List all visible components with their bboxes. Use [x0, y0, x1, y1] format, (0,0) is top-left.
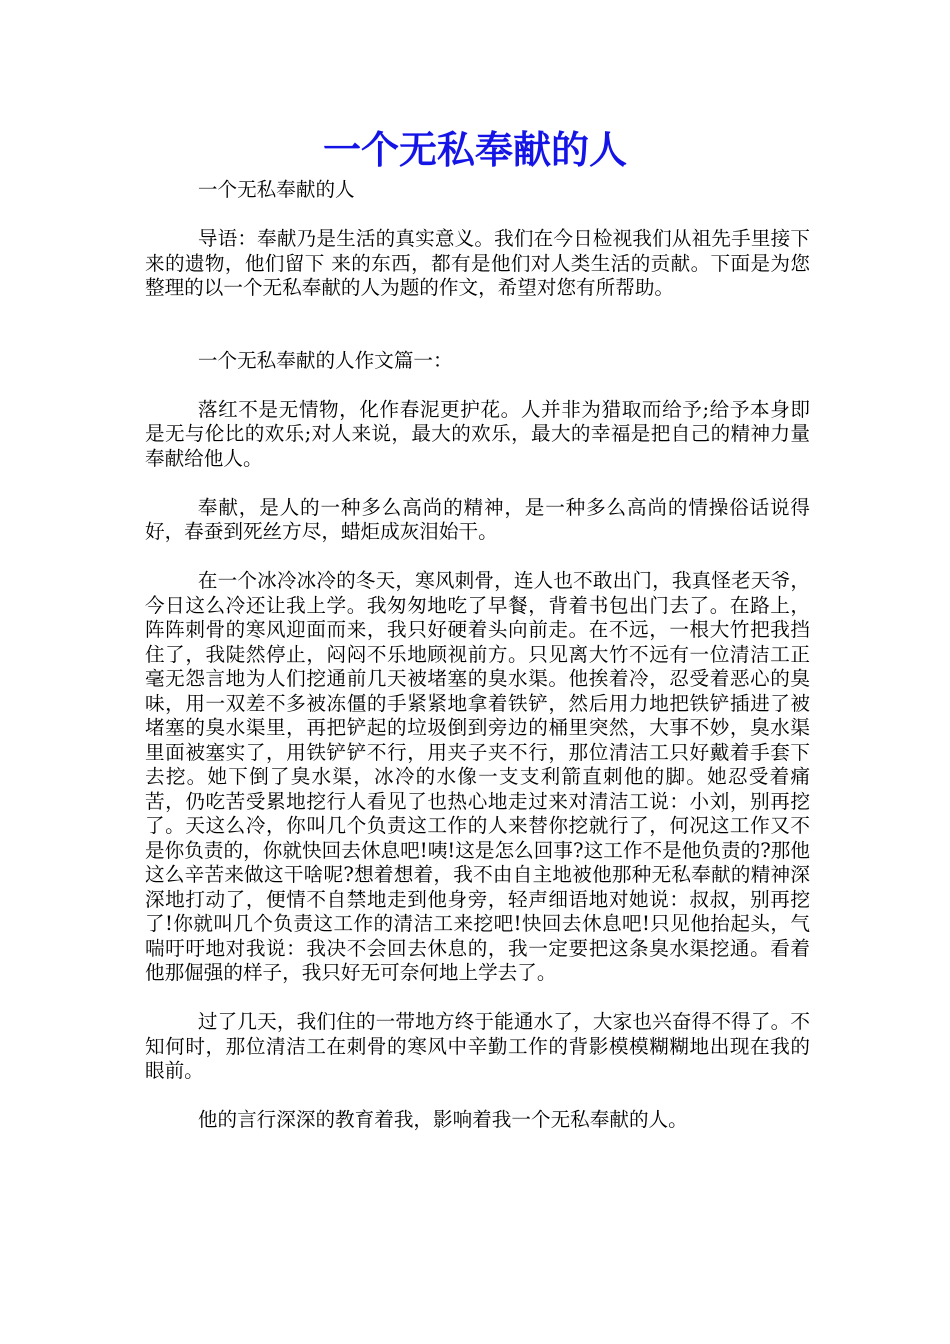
- paragraph: 落红不是无情物，化作春泥更护花。人并非为猎取而给予;给予本身即是无与伦比的欢乐;对人来说，最大的欢乐，最大的幸福是把自己的精神力量奉献给他人。: [145, 397, 810, 470]
- paragraph: 他的言行深深的教育着我，影响着我一个无私奉献的人。: [197, 1108, 688, 1131]
- subtitle: 一个无私奉献的人: [197, 178, 355, 201]
- document-title: 一个无私奉献的人: [322, 127, 627, 172]
- paragraph: 奉献，是人的一种多么高尚的精神，是一种多么高尚的情操俗话说得好，春蚕到死丝方尽，蜡炬成灰泪始干。: [145, 495, 810, 543]
- document-body: [145, 178, 810, 1133]
- paragraph: 过了几天，我们住的一带地方终于能通水了，大家也兴奋得不得了。不知何时，那位清洁工在刺骨的寒风中辛勤工作的背影模模糊糊地出现在我的眼前。: [145, 1010, 810, 1082]
- section-heading: 一个无私奉献的人作文篇一：: [197, 348, 453, 372]
- intro-paragraph: 导语：奉献乃是生活的真实意义。我们在今日检视我们从祖先手里接下来的遗物，他们留下 来的东西，都有是他们对人类生活的贡献。下面是为您整理的以一个无私奉献的人为题的作文，希望对您有所帮助。: [145, 227, 810, 299]
- paragraph: 在一个冰冷冰冷的冬天，寒风刺骨，连人也不敢出门，我真怪老天爷，今日这么冷还让我上学。我匆匆地吃了早餐，背着书包出门去了。在路上，阵阵刺骨的寒风迎面而来，我只好硬着头向前走。在不远，一根大竹把我挡住了，我陡然停止，闷闷不乐地顾视前方。只见离大竹不远有一位清洁工正毫无怨言地为人们挖通前几天被堵塞的臭水渠。他挨着冷，忍受着恶心的臭味，用一双差不多被冻僵的手紧紧地拿着铁铲，然后用力地把铁铲插进了被堵塞的臭水渠里，再把铲起的垃圾倒到旁边的桶里突然，大事不妙，臭水渠里面被塞实了，用铁铲铲不行，用夹子夹不行，那位清洁工只好戴着手套下去挖。她下倒了臭水渠，冰冷的水像一支支利箭直刺他的脚。她忍受着痛苦，仍吃苦受累地挖行人看见了也热心地走过来对清洁工说：小刘，别再挖了。天这么冷，你叫几个负责这工作的人来替你挖就行了，何况这工作又不是你负责的，你就快回去休息吧!咦!这是怎么回事?这工作不是他负责的?那他这么辛苦来做这干啥呢?想着想着，我不由自主地被他那种无私奉献的精神深深地打动了，便情不自禁地走到他身旁，轻声细语地对她说：叔叔，别再挖了!你就叫几个负责这工作的清洁工来挖吧!快回去休息吧!只见他抬起头，气喘吁吁地对我说：我决不会回去休息的，我一定要把这条臭水渠挖通。看着他那倔强的样子，我只好无可奈何地上学去了。: [145, 569, 810, 984]
